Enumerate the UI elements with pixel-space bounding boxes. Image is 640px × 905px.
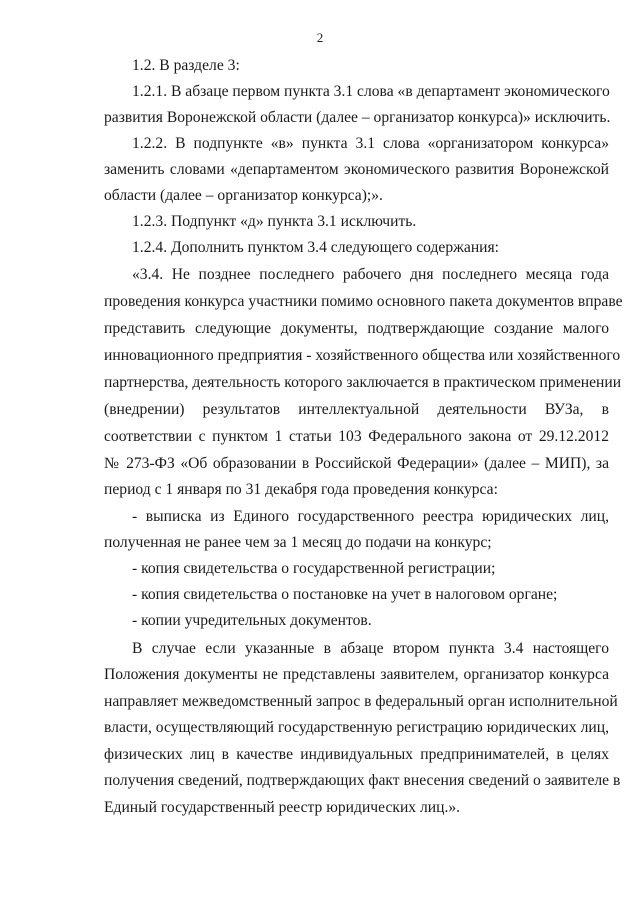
paragraph-line: области (далее – организатор конкурса);». [104,187,383,204]
paragraph-line: соответствии с пунктом 1 статьи 103 Федерального закона от 29.12.2012 [104,428,609,445]
list-item-line: - выписка из Единого государственного реестра юридических лиц, [132,508,609,525]
paragraph-line: представить следующие документы, подтверждающие создание малого [104,320,609,337]
paragraph-line: Единый государственный реестр юридических лиц.». [104,799,461,816]
paragraph-line: партнерства, деятельность которого заключается в практическом применении [104,374,622,391]
paragraph-line: (внедрении) результатов интеллектуальной деятельности ВУЗа, в [104,401,609,418]
paragraph-line: инновационного предприятия - хозяйственного общества или хозяйственного [104,347,621,364]
paragraph-line: развития Воронежской области (далее – организатор конкурса)» исключить. [104,109,611,126]
paragraph-line: 1.2. В разделе 3: [132,57,240,74]
paragraph-line: получения сведений, подтверждающих факт внесения сведений о заявителе в [104,772,621,789]
list-item-line: - копии учредительных документов. [132,612,372,629]
list-item-line: полученная не ранее чем за 1 месяц до подачи на конкурс; [104,534,492,551]
paragraph-line: 1.2.1. В абзаце первом пункта 3.1 слова «в департамент экономического [132,83,610,100]
paragraph-line: период с 1 января по 31 декабря года проведения конкурса: [104,481,498,498]
list-item-line: - копия свидетельства о государственной регистрации; [132,560,496,577]
paragraph-line: 1.2.2. В подпункте «в» пункта 3.1 слова «организатором конкурса» [132,135,609,152]
paragraph-line: В случае если указанные в абзаце втором пункта 3.4 настоящего [132,640,609,657]
paragraph-line: 1.2.3. Подпункт «д» пункта 3.1 исключить. [132,213,417,230]
paragraph-line: проведения конкурса участники помимо основного пакета документов вправе [104,293,623,310]
paragraph-line: физических лиц в качестве индивидуальных предпринимателей, в целях [104,746,609,763]
page-number: 2 [316,30,324,45]
paragraph-line: № 273-ФЗ «Об образовании в Российской Федерации» (далее – МИП), за [104,455,609,472]
paragraph-line: 1.2.4. Дополнить пунктом 3.4 следующего содержания: [132,239,500,256]
paragraph-line: «3.4. Не позднее последнего рабочего дня последнего месяца года [132,266,609,283]
list-item-line: - копия свидетельства о постановке на учет в налоговом органе; [132,586,558,603]
paragraph-line: заменить словами «департаментом экономического развития Воронежской [104,161,609,178]
paragraph-line: направляет межведомственный запрос в федеральный орган исполнительной [104,693,618,710]
paragraph-line: Положения документы не представлены заявителем, организатор конкурса [104,666,609,683]
paragraph-line: власти, осуществляющий государственную регистрацию юридических лиц, [104,719,609,736]
